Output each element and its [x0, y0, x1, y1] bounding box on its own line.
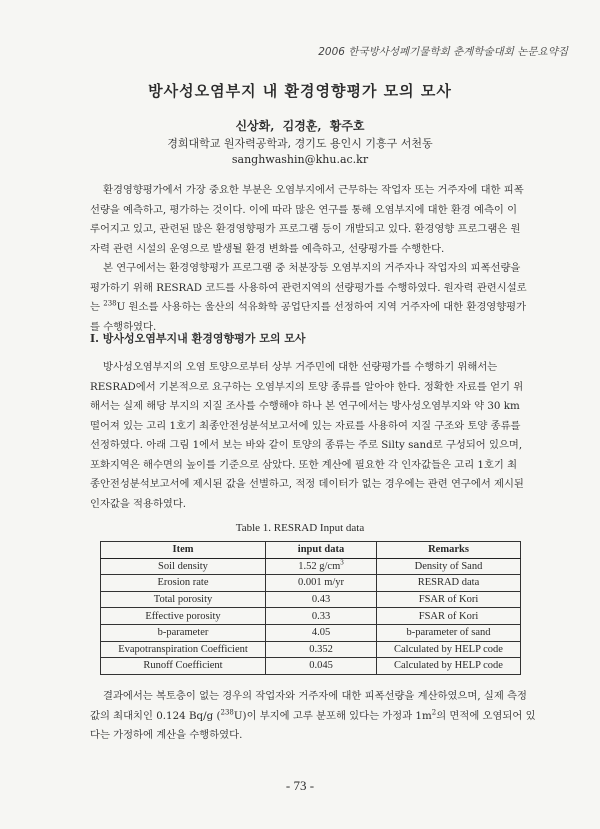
- column-header-item: Item: [101, 542, 266, 559]
- unit-superscript: 3: [340, 558, 344, 567]
- proceedings-header: 2006 한국방사성폐기물학회 춘계학술대회 논문요약집: [318, 46, 568, 58]
- cell-remark: FSAR of Kori: [377, 608, 521, 625]
- text-line: 인자값을 적용하였다.: [90, 497, 187, 510]
- page-number: - 73 -: [285, 778, 315, 793]
- table-row: [101, 624, 521, 641]
- text-line: 포화지역은 해수면의 높이를 기준으로 삼았다. 또한 계산에 필요한 각 인자값들은 고리 1호기 최: [90, 458, 518, 471]
- table-row: [101, 575, 521, 592]
- cell-remark: Calculated by HELP code: [377, 658, 521, 675]
- column-header-remarks: Remarks: [377, 542, 521, 559]
- table-header-row: [101, 542, 521, 559]
- isotope-superscript: 238: [220, 708, 234, 717]
- text-line: 방사성오염부지의 오염 토양으로부터 상부 거주민에 대한 선량평가를 수행하기 위해서는: [103, 361, 498, 373]
- text-line: 해서는 실제 해당 부지의 지질 조사를 수행해야 하나 본 연구에서는 방사성오염부지와 약 30 km: [90, 400, 520, 412]
- cell-item: Runoff Coefficient: [101, 658, 266, 675]
- text-line: 평가하기 위해 RESRAD 코드를 사용하여 관련지역의 선량평가를 수행하였다. 원자력 관련시설로: [90, 281, 527, 294]
- text-line: 결과에서는 복토층이 없는 경우의 작업자와 거주자에 대한 피폭선량을 계산하였으며, 실제 측정: [103, 690, 527, 702]
- text-line: 종안전성분석보고서에 제시된 값을 선별하고, 적정 데이터가 없는 경우에는 관련 연구에서 제시된: [90, 478, 524, 490]
- table-caption: Table 1. RESRAD Input data: [235, 522, 365, 534]
- text-line: 루어지고 있고, 관련된 많은 환경영향평가 프로그램 등이 개발되고 있다. 환경영향 프로그램은 원: [90, 223, 521, 235]
- text-line: 환경영향평가에서 가장 중요한 부분은 오염부지에서 근무하는 작업자 또는 거주자에 대한 피폭: [103, 184, 524, 196]
- cell-item: Soil density: [101, 558, 266, 575]
- cell-value: 0.352: [266, 641, 377, 658]
- cell-remark: RESRAD data: [377, 575, 521, 592]
- authors: 신상화, 김경훈, 황주호: [235, 119, 365, 133]
- text-line: 다는 가정하에 계산을 수행하였다.: [90, 729, 243, 741]
- text-line: RESRAD에서 기본적으로 요구하는 오염부지의 토양 종류를 알아야 한다. 정확한 자료를 얻기 위: [90, 380, 524, 393]
- cell-value: 4.05: [266, 624, 377, 641]
- cell-value: 0.33: [266, 608, 377, 625]
- cell-value: 0.43: [266, 591, 377, 608]
- isotope-superscript: 238: [103, 299, 117, 308]
- text-line: 선량을 예측하고, 평가하는 것이다. 이에 따라 많은 연구를 통해 오염부지에 대한 환경 예측이 이: [90, 203, 518, 216]
- cell-value: 0.001 m/yr: [266, 575, 377, 592]
- text-line: 자력 관련 시설의 운영으로 발생될 환경 변화를 예측하고, 선량평가를 수행한다.: [90, 242, 445, 255]
- cell-item: Erosion rate: [101, 575, 266, 592]
- table-row: [101, 641, 521, 658]
- table-row: [101, 591, 521, 608]
- cell-remark: Calculated by HELP code: [377, 641, 521, 658]
- text-line: 를 수행하였다.: [90, 320, 157, 333]
- paper-title: 방사성오염부지 내 환경영향평가 모의 모사: [148, 82, 452, 100]
- abstract-paragraph-2: [90, 259, 548, 337]
- section-heading: I. 방사성오염부지내 환경영향평가 모의 모사: [90, 332, 306, 345]
- text-line: 선정하였다. 아래 그림 1에서 보는 바와 같이 토양의 종류는 주로 Silty sand로 구성되어 있으며,: [90, 439, 523, 451]
- text-line: 값의 최대치인 0.124 Bq/g ($^{238}$U)이 부지에 고루 분포해 있다는 가정과 $1m^2$의 면적에 오염되어 있: [90, 708, 536, 722]
- cell-value: 0.045: [266, 658, 377, 675]
- cell-item: Effective porosity: [101, 608, 266, 625]
- affiliation: 경희대학교 원자력공학과, 경기도 용인시 기흥구 서천동: [167, 137, 433, 150]
- cell-remark: b-parameter of sand: [377, 624, 521, 641]
- table-row: [101, 608, 521, 625]
- author-email: sanghwashin@khu.ac.kr: [231, 153, 369, 166]
- resrad-input-table: [100, 541, 521, 675]
- section-paragraph: [90, 358, 548, 514]
- cell-value: 1.52 $g/cm^3$: [266, 558, 377, 575]
- cell-item: Evapotranspiration Coefficient: [101, 641, 266, 658]
- abstract-paragraph-1: [90, 181, 548, 259]
- cell-item: Total porosity: [101, 591, 266, 608]
- cell-item: b-parameter: [101, 624, 266, 641]
- cell-remark: FSAR of Kori: [377, 591, 521, 608]
- cell-remark: Density of Sand: [377, 558, 521, 575]
- result-paragraph: [90, 687, 548, 746]
- table-row: [101, 658, 521, 675]
- table-row: [101, 558, 521, 575]
- text-line: 본 연구에서는 환경영향평가 프로그램 중 처분장등 오염부지의 거주자나 작업자의 피폭선량을: [103, 262, 521, 274]
- text-line: 떨어져 있는 고리 1호기 최종안전성분석보고서에 있는 자료를 사용하여 지질 구조와 토양 종류를: [90, 419, 521, 432]
- column-header-input-data: input data: [266, 542, 377, 559]
- text-line: 는 $^{238}$U 원소를 사용하는 울산의 석유화학 공업단지를 선정하여 지역 거주자에 대한 환경영향평가: [90, 299, 527, 313]
- unit-superscript: 2: [431, 708, 437, 717]
